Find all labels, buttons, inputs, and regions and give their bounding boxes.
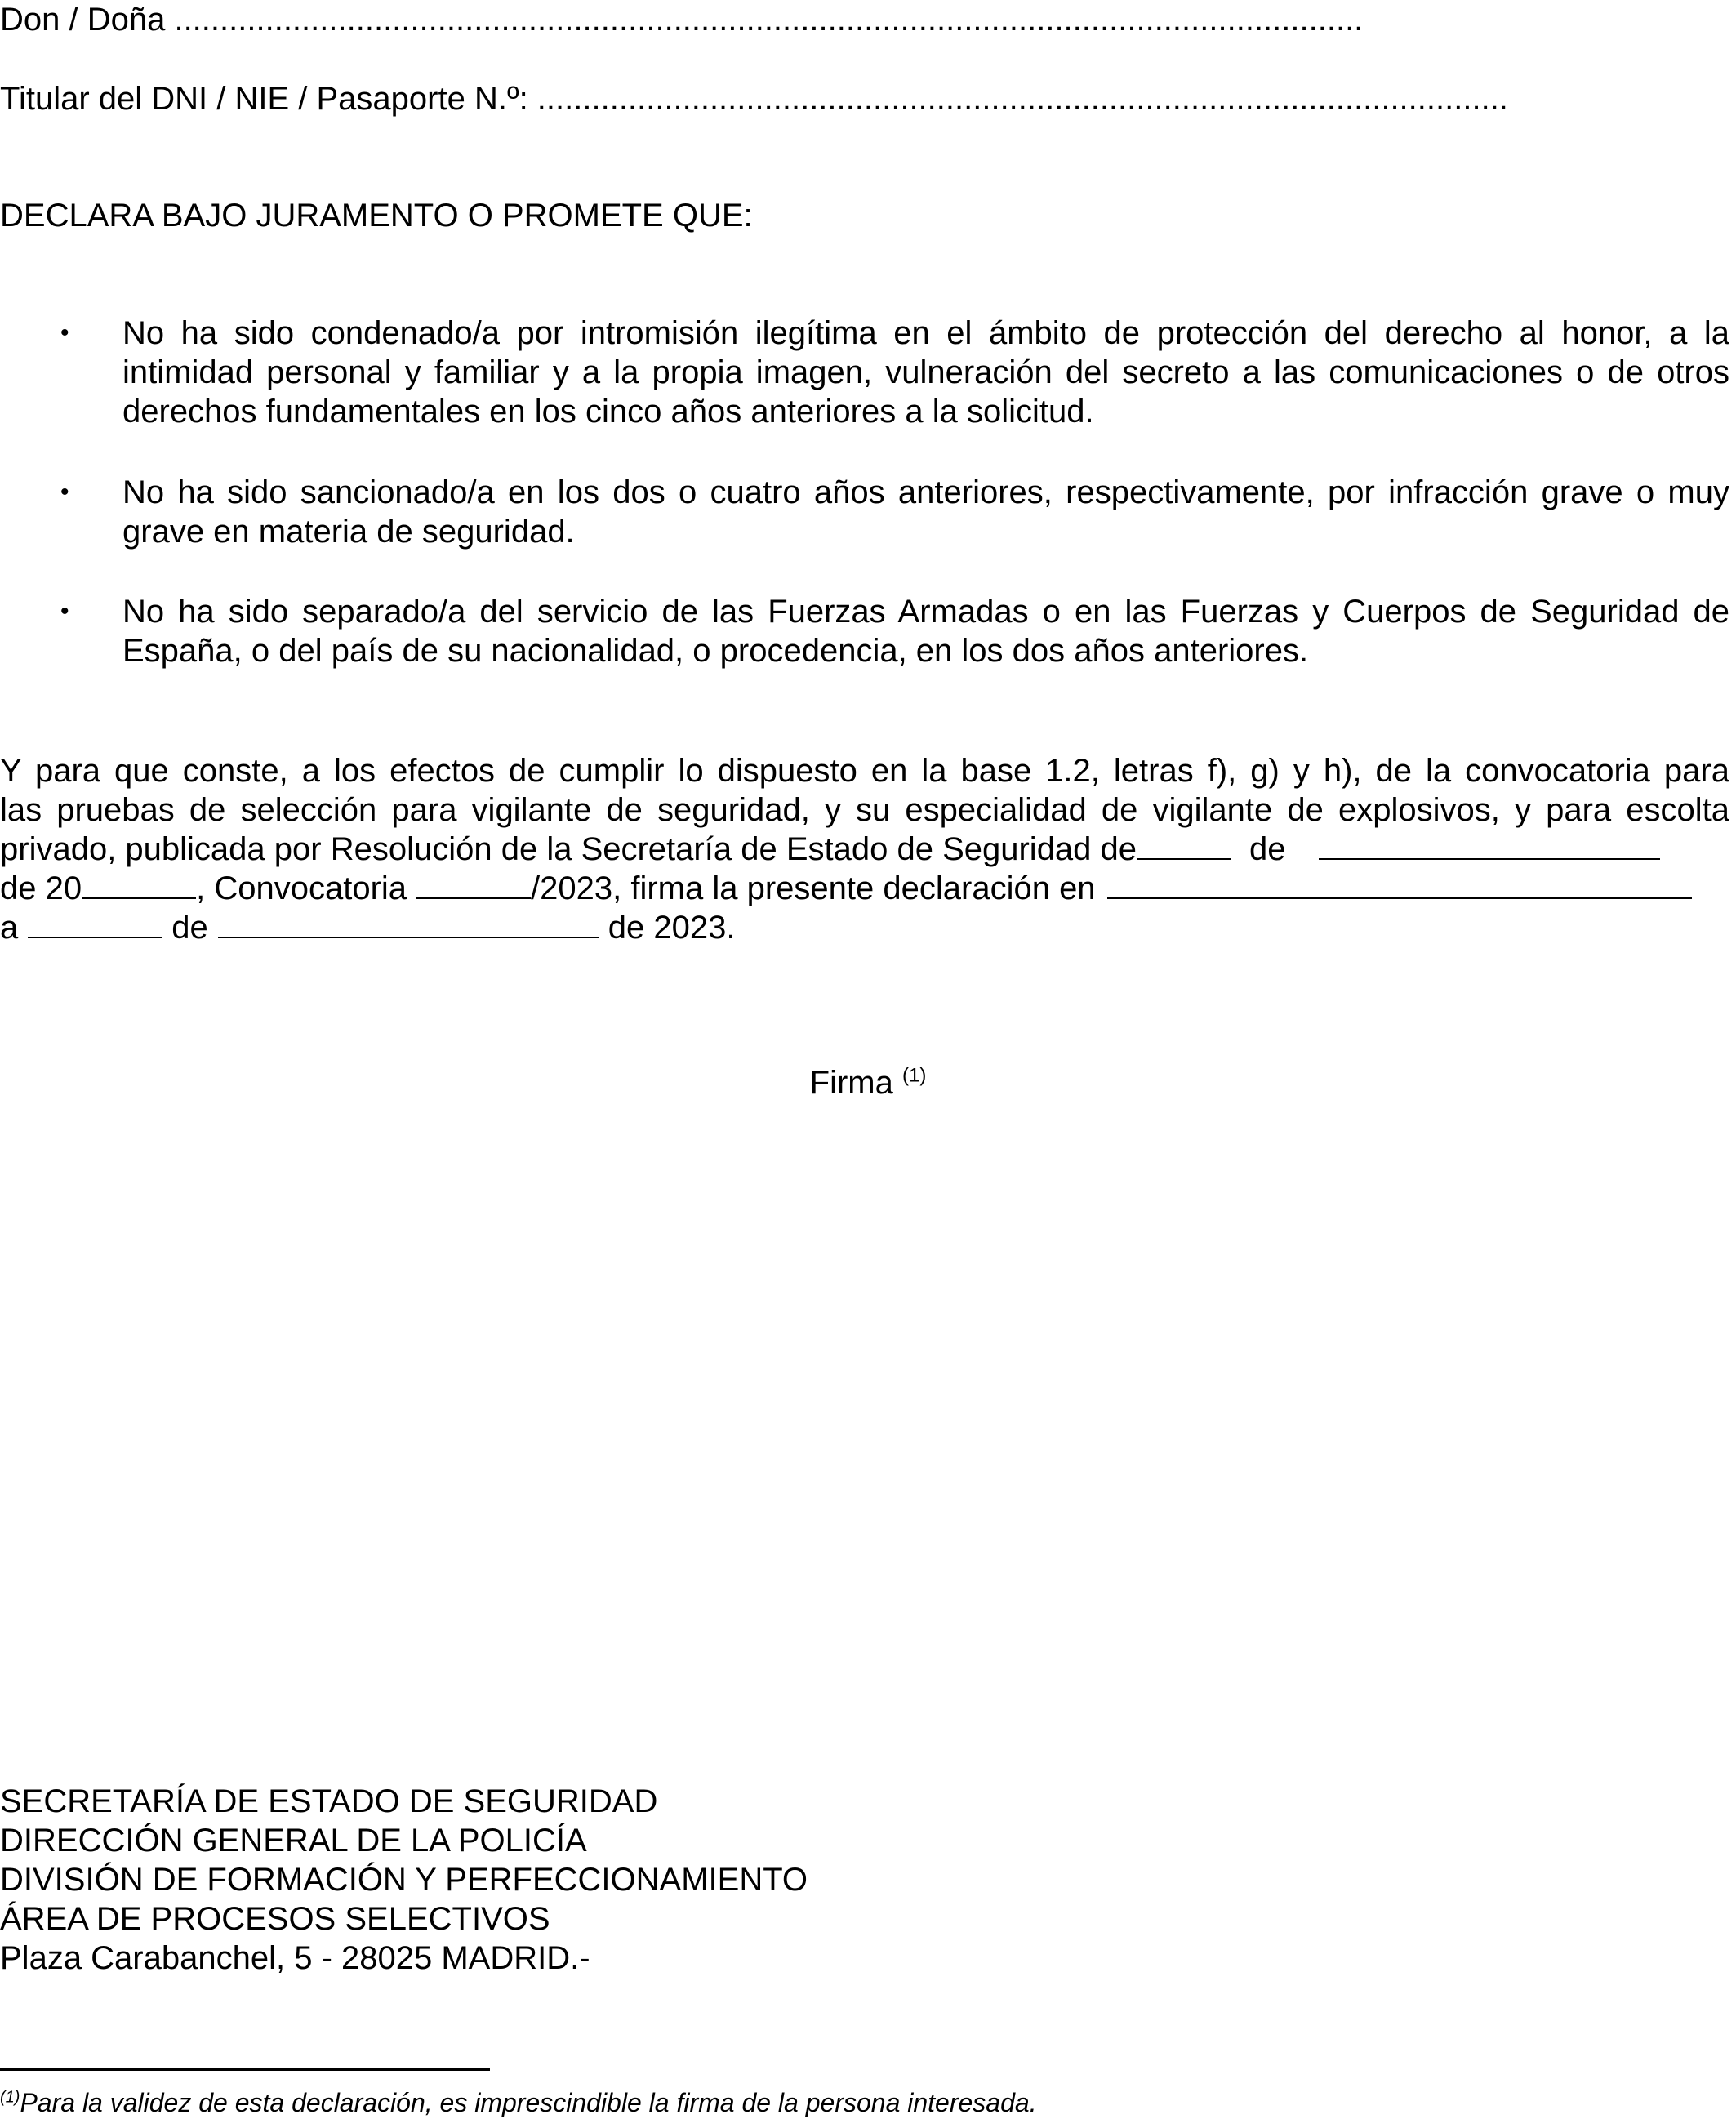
footnote xyxy=(0,2086,1037,2119)
bullet-marker: • xyxy=(60,319,69,346)
sign-day-blank[interactable] xyxy=(28,909,162,938)
signature-footnote-ref: (1) xyxy=(902,1064,927,1087)
bullet-item-1: No ha sido condenado/a por intromisión ilegítima en el ámbito de protección del derecho al honor, a la intimidad personal y familiar y a la propia imagen, vulneración del secreto a las comunicaciones o de otros derechos fundamentales en los cinco años anteriores a la solicitud. xyxy=(122,315,1729,430)
closing-line-4 xyxy=(0,869,1692,908)
convocatoria-blank[interactable] xyxy=(416,870,531,899)
sign-month-blank[interactable] xyxy=(218,909,599,938)
address-line: Plaza Carabanchel, 5 - 28025 MADRID.- xyxy=(0,1940,590,1976)
declaration-heading: DECLARA BAJO JURAMENTO O PROMETE QUE: xyxy=(0,198,753,234)
closing-text: , Convocatoria xyxy=(196,870,407,906)
address-line: DIVISIÓN DE FORMACIÓN Y PERFECCIONAMIENTO xyxy=(0,1862,808,1898)
bullet-item-3: No ha sido separado/a del servicio de las Fuerzas Armadas o en las Fuerzas y Cuerpos de Seguridad de España, o del país de su nacionalidad, o procedencia, en los dos años anteriores. xyxy=(122,594,1729,669)
address-line: ÁREA DE PROCESOS SELECTIVOS xyxy=(0,1901,550,1937)
id-document-line: Titular del DNI / NIE / Pasaporte N.º: ........................................................................................................... xyxy=(0,81,1508,117)
footnote-separator xyxy=(0,2068,490,2071)
signature-text: Firma xyxy=(809,1065,893,1101)
bullet-item-2: No ha sido sancionado/a en los dos o cuatro años anteriores, respectivamente, por infracción grave o muy grave en materia de seguridad. xyxy=(122,474,1729,550)
place-blank[interactable] xyxy=(1107,870,1692,899)
signature-label xyxy=(0,1063,1736,1102)
closing-text: a xyxy=(0,910,19,946)
day-blank[interactable] xyxy=(1137,830,1231,860)
closing-line-5 xyxy=(0,908,735,947)
year-blank[interactable] xyxy=(82,870,196,899)
closing-text: privado, publicada por Resolución de la Secretaría de Estado de Seguridad de xyxy=(0,831,1137,867)
address-line: SECRETARÍA DE ESTADO DE SEGURIDAD xyxy=(0,1783,658,1819)
closing-text: de xyxy=(171,910,208,946)
name-line: Don / Doña ................................................................................................................................... xyxy=(0,2,1364,38)
month-blank[interactable] xyxy=(1319,830,1660,860)
closing-text: de 20 xyxy=(0,870,82,906)
bullet-marker: • xyxy=(60,598,69,625)
closing-line-1: Y para que conste, a los efectos de cumplir lo dispuesto en la base 1.2, letras f), g) y h), de la convocatoria para xyxy=(0,753,1729,789)
closing-line-3 xyxy=(0,830,1660,869)
closing-text: de 2023. xyxy=(608,910,736,946)
footnote-ref: (1) xyxy=(0,2088,20,2107)
bullet-marker: • xyxy=(60,479,69,505)
closing-text: de xyxy=(1249,831,1286,867)
address-line: DIRECCIÓN GENERAL DE LA POLICÍA xyxy=(0,1823,587,1859)
closing-text: /2023, firma la presente declaración en xyxy=(531,870,1096,906)
footnote-text: Para la validez de esta declaración, es imprescindible la firma de la persona interesada. xyxy=(20,2088,1037,2117)
closing-line-2: las pruebas de selección para vigilante de seguridad, y su especialidad de vigilante de explosivos, y para escolta xyxy=(0,792,1729,828)
